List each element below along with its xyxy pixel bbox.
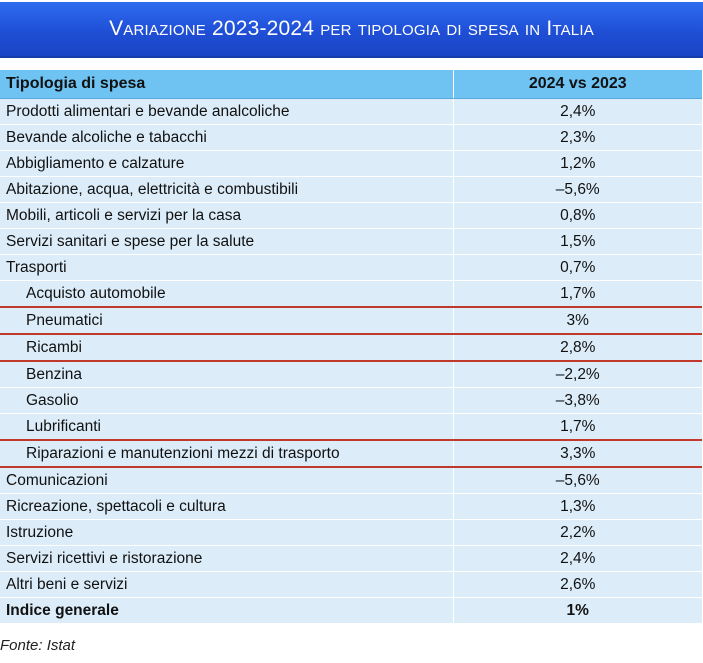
table-row (0, 572, 702, 598)
row-value: 2,3% (453, 125, 702, 151)
table-header-row (0, 70, 702, 99)
row-value: 1,7% (453, 281, 702, 308)
table-row (0, 281, 702, 308)
header-variazione: 2024 vs 2023 (453, 70, 702, 99)
row-label: Lubrificanti (0, 414, 453, 441)
row-label: Servizi sanitari e spese per la salute (0, 229, 453, 255)
table-row (0, 229, 702, 255)
row-value: 2,2% (453, 520, 702, 546)
table-title: Variazione 2023-2024 per tipologia di spesa in Italia (109, 17, 594, 40)
row-label: Trasporti (0, 255, 453, 281)
source-note: Fonte: Istat (0, 637, 76, 654)
row-label: Comunicazioni (0, 467, 453, 494)
table-row (0, 177, 702, 203)
spesa-table (0, 70, 702, 624)
row-value: 3% (453, 307, 702, 334)
table-row (0, 440, 702, 467)
table-row (0, 125, 702, 151)
table-row (0, 467, 702, 494)
row-value: 1% (453, 598, 702, 624)
row-label: Istruzione (0, 520, 453, 546)
table-row (0, 414, 702, 441)
table-row (0, 494, 702, 520)
row-value: 1,7% (453, 414, 702, 441)
row-label: Ricreazione, spettacoli e cultura (0, 494, 453, 520)
row-value: 1,3% (453, 494, 702, 520)
row-value: –3,8% (453, 388, 702, 414)
row-value: 0,7% (453, 255, 702, 281)
row-value: 1,2% (453, 151, 702, 177)
row-label: Benzina (0, 361, 453, 388)
header-tipologia: Tipologia di spesa (0, 70, 453, 99)
row-value: 2,4% (453, 99, 702, 125)
row-label: Abitazione, acqua, elettricità e combustibili (0, 177, 453, 203)
row-label: Altri beni e servizi (0, 572, 453, 598)
row-label: Riparazioni e manutenzioni mezzi di trasporto (0, 440, 453, 467)
table-row-total (0, 598, 702, 624)
row-label: Ricambi (0, 334, 453, 361)
row-label: Servizi ricettivi e ristorazione (0, 546, 453, 572)
row-value: 2,4% (453, 546, 702, 572)
row-value: 0,8% (453, 203, 702, 229)
row-label: Indice generale (0, 598, 453, 624)
row-value: 1,5% (453, 229, 702, 255)
row-label: Bevande alcoliche e tabacchi (0, 125, 453, 151)
row-label: Mobili, articoli e servizi per la casa (0, 203, 453, 229)
table-row (0, 388, 702, 414)
table-row (0, 546, 702, 572)
row-label: Acquisto automobile (0, 281, 453, 308)
table-row (0, 361, 702, 388)
row-value: –5,6% (453, 467, 702, 494)
table-row (0, 151, 702, 177)
row-value: 2,8% (453, 334, 702, 361)
row-label: Gasolio (0, 388, 453, 414)
row-label: Pneumatici (0, 307, 453, 334)
row-label: Abbigliamento e calzature (0, 151, 453, 177)
table-row (0, 307, 702, 334)
title-bar (0, 2, 703, 58)
table-row (0, 203, 702, 229)
row-label: Prodotti alimentari e bevande analcoliche (0, 99, 453, 125)
row-value: –5,6% (453, 177, 702, 203)
row-value: 2,6% (453, 572, 702, 598)
table-row (0, 520, 702, 546)
row-value: 3,3% (453, 440, 702, 467)
row-value: –2,2% (453, 361, 702, 388)
table-row (0, 99, 702, 125)
table-row (0, 334, 702, 361)
table-row (0, 255, 702, 281)
